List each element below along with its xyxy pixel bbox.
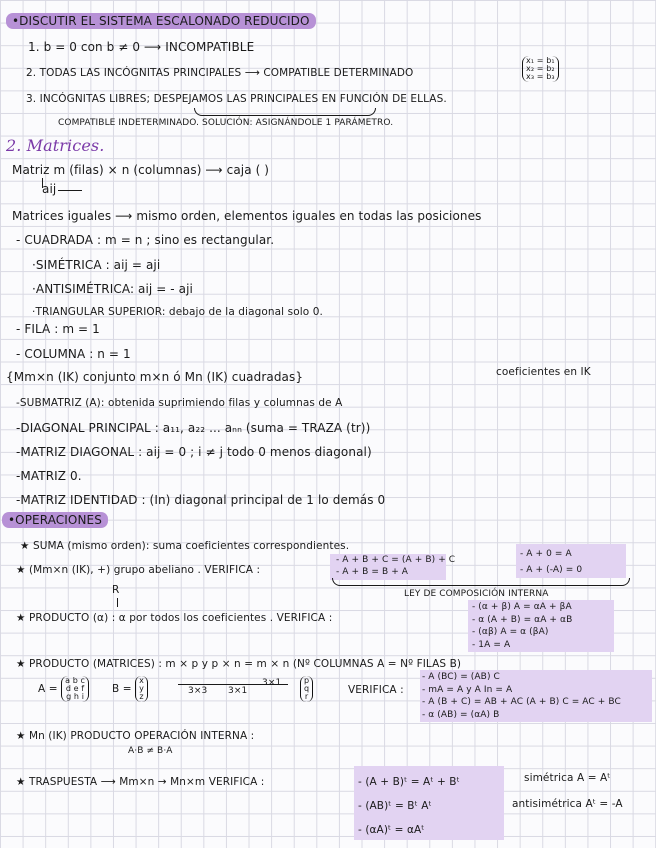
diagonal-principal: -DIAGONAL PRINCIPAL : a₁₁, a₂₂ ... aₙₙ (suma = TRAZA (tr)) [16, 421, 371, 435]
matriz-cero: -MATRIZ 0. [16, 469, 82, 483]
grupo-props-right: - A + 0 = A - A + (-A) = 0 [520, 549, 583, 575]
trasp-props: - (A + B)ᵗ = Aᵗ + Bᵗ - (AB)ᵗ = Bᵗ Aᵗ - (αA)ᵗ = αAᵗ [358, 776, 460, 836]
ley-brace [332, 578, 630, 586]
section-title-operaciones: •OPERACIONES [2, 513, 108, 527]
underbrace [194, 108, 376, 116]
ley-composicion: LEY DE COMPOSICIÓN INTERNA [404, 589, 549, 599]
tipo-cuadrada: - CUADRADA : m = n ; sino es rectangular. [16, 233, 275, 247]
aij-underline [58, 190, 82, 191]
dims-3: 3×1 [262, 678, 282, 688]
matrix-a: a b c d e f g h i [61, 676, 89, 702]
dims-1: 3×3 [188, 686, 208, 696]
tipo-antisimetrica: ·ANTISIMÉTRICA: aij = - aji [32, 282, 193, 296]
matrix-b: x y z [135, 676, 148, 702]
tipo-columna: - COLUMNA : n = 1 [16, 347, 131, 361]
discutir-item-3b: COMPATIBLE INDETERMINADO. SOLUCIÓN: ASIGNÁNDOLE 1 PARÁMETRO. [58, 118, 394, 128]
tipo-fila: - FILA : m = 1 [16, 322, 100, 336]
matrix-c: p q r [300, 676, 313, 702]
dims-2: 3×1 [228, 686, 248, 696]
ab-not-ba: A·B ≠ B·A [128, 746, 173, 756]
trasp-simetrica: simétrica A = Aᵗ [524, 772, 611, 784]
op-producto-matrices: ★ PRODUCTO (MATRICES) : m × p y p × n = m × n (Nº COLUMNAS A = Nº FILAS B) [16, 658, 462, 670]
r-arrow [117, 598, 118, 607]
verifica-label: VERIFICA : [348, 684, 404, 696]
discutir-item-1: 1. b = 0 con b ≠ 0 ⟶ INCOMPATIBLE [28, 40, 255, 54]
submatriz: -SUBMATRIZ (A): obtenida suprimiendo filas y columnas de A [16, 397, 343, 409]
discutir-item-2-matrix: x₁ = b₁ x₂ = b₂ x₃ = b₃ [522, 56, 559, 82]
discutir-item-3a: 3. INCÓGNITAS LIBRES; DESPEJAMOS LAS PRINCIPALES EN FUNCIÓN DE ELLAS. [26, 93, 447, 105]
aij-label: aij [42, 182, 57, 196]
op-grupo: ★ (Mm×n (IK), +) grupo abeliano . VERIFICA : [16, 564, 261, 576]
section-title-discutir: •DISCUTIR EL SISTEMA ESCALONADO REDUCIDO [6, 14, 316, 28]
grupo-props-left: - A + B + C = (A + B) + C - A + B = B + A [336, 555, 456, 577]
matrices-definition: Matriz m (filas) × n (columnas) ⟶ caja ( ) [12, 163, 270, 177]
matriz-identidad: -MATRIZ IDENTIDAD : (In) diagonal principal de 1 lo demás 0 [16, 493, 386, 507]
matrix-b-expr: B = x y z [112, 676, 148, 702]
r-label: R [112, 584, 120, 596]
op-mn-interno: ★ Mn (IK) PRODUCTO OPERACIÓN INTERNA : [16, 730, 255, 742]
tipo-simetrica: ·SIMÉTRICA : aij = aji [32, 258, 161, 272]
op-producto-escalar: ★ PRODUCTO (α) : α por todos los coeficientes . VERIFICA : [16, 612, 333, 624]
section-heading-matrices: 2. Matrices. [6, 136, 105, 155]
matrix-a-expr: A = a b c d e f g h i [38, 676, 89, 702]
discutir-item-2: 2. TODAS LAS INCÓGNITAS PRINCIPALES ⟶ COMPATIBLE DETERMINADO [26, 67, 414, 79]
trasp-antisimetrica: antisimétrica Aᵗ = -A [512, 798, 623, 810]
coeficientes-ik: coeficientes en IK [496, 366, 591, 378]
tipo-triangular: ·TRIANGULAR SUPERIOR: debajo de la diagonal solo 0. [32, 306, 323, 318]
matriz-diagonal: -MATRIZ DIAGONAL : aij = 0 ; i ≠ j todo 0 menos diagonal) [16, 445, 372, 459]
matrices-iguales: Matrices iguales ⟶ mismo orden, elementos iguales en todas las posiciones [12, 209, 482, 223]
op-traspuesta: ★ TRASPUESTA ⟶ Mm×n → Mn×m VERIFICA : [16, 776, 265, 788]
escalar-props: - (α + β) A = αA + βA - α (A + B) = αA + αB - (αβ) A = α (βA) - 1A = A [472, 602, 573, 650]
mat-props: - A (BC) = (AB) C - mA = A y A In = A - A (B + C) = AB + AC (A + B) C = AC + BC - α (AB) = (αA) B [422, 672, 621, 720]
op-suma: ★ SUMA (mismo orden): suma coeficientes correspondientes. [20, 540, 350, 552]
conjunto-line: {Mm×n (IK) conjunto m×n ó Mn (IK) cuadradas} [6, 370, 304, 384]
